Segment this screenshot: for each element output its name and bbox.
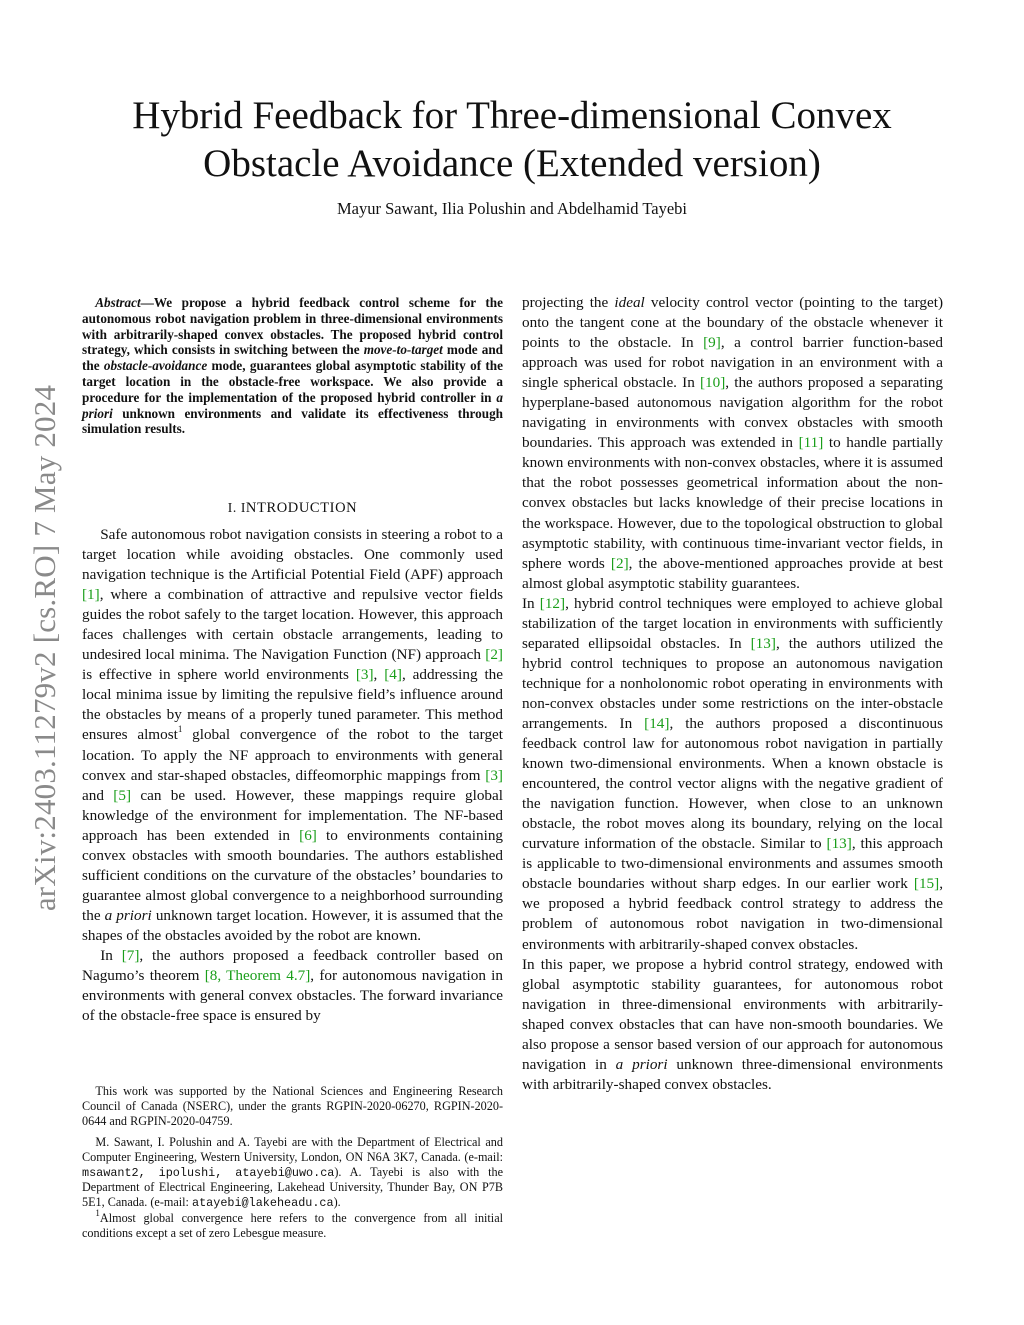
citation-link[interactable]: [10] xyxy=(699,374,726,392)
text-run: , where a combination of attractive and repulsive vector fields guides the robot safely to the target location. However, this approach faces challenges with certain obstacle arrangements, leading to undesired local minima. The Navigation Function (NF) approach xyxy=(82,586,503,664)
abstract xyxy=(82,295,503,437)
citation-link[interactable]: [4] xyxy=(384,666,402,684)
citation-link[interactable]: [13] xyxy=(826,835,852,853)
text-run: , a control barrier function-based approach was used for robot navigation in an environment with a single spherical obstacle. In xyxy=(522,334,943,392)
section-heading-introduction xyxy=(82,500,503,517)
citation-link[interactable]: [3] xyxy=(355,666,374,684)
footnotes xyxy=(82,1084,503,1241)
citation-link[interactable]: [9] xyxy=(703,334,721,352)
citation-link[interactable]: [2] xyxy=(485,646,503,664)
text-run: velocity control vector (pointing to the target) onto the tangent cone at the boundary of the obstacle whenever it points to the obstacle. In xyxy=(522,294,943,352)
author-list: Mayur Sawant, Ilia Polushin and Abdelhamid Tayebi xyxy=(336,199,688,218)
abstract-text: mode, guarantees global asymptotic stability of the target location in the obstacle-free workspace. We also provide a procedure for the implementation of the proposed hybrid controller in xyxy=(82,358,503,405)
text-run: ). A. Tayebi is also with the Department of Electrical Engineering, Lakehead University, Thunder Bay, ON P7B 5E1, Canada. (e-mail: xyxy=(82,1164,503,1210)
paragraph xyxy=(522,955,943,1095)
text-run: , the above-mentioned approaches provide at best almost global asymptotic stability guarantees. xyxy=(522,554,944,592)
section-title-initial: I xyxy=(240,500,246,515)
footnote-number: 1 xyxy=(95,1208,100,1219)
text-run: M. Sawant, I. Polushin and A. Tayebi are with the Department of Electrical and Computer Engineering, Western University, London, ON N6A 3K7, Canada. (e-mail: xyxy=(82,1134,503,1164)
text-run: In xyxy=(522,594,540,612)
abstract-emphasis: a priori xyxy=(82,389,503,421)
citation-link[interactable]: [5] xyxy=(113,786,132,804)
text-run: unknown three-dimensional environments with arbitrarily-shaped convex obstacles. xyxy=(522,1055,943,1093)
text-run: , for autonomous navigation in environments with general convex obstacles. The forward invariance of the obstacle-free space is ensured by xyxy=(82,967,503,1025)
text-run: to handle partially known environments with non-convex obstacles, where it is assumed that the robot possesses geometrical information about the non-convex obstacles but lacks knowledge of their precise locations in the workspace. However, due to the topological obstruction to global asymptotic stability, with continuous time-invariant vector fields, in sphere words xyxy=(522,434,943,572)
abstract-label: Abstract xyxy=(95,295,141,310)
text-run: global convergence of the robot to the target location. To apply the NF approach to environments with general convex and star-shaped obstacles, diffeomorphic mappings from xyxy=(82,726,503,784)
abstract-text: unknown environments and validate its effectiveness through simulation results. xyxy=(82,405,503,437)
citation-link[interactable]: [14] xyxy=(644,714,670,732)
paragraph xyxy=(82,525,503,946)
email-addresses: msawant2, ipolushi, atayebi@uwo.ca xyxy=(82,1165,335,1180)
citation-link[interactable]: [1] xyxy=(82,586,100,604)
arxiv-identifier-stamp xyxy=(20,348,70,948)
text-run: , the authors proposed a separating hyperplane-based autonomous navigation algorithm for the robot navigating in environments with convex obstacles with smooth boundaries. This approach was extended in xyxy=(522,374,943,452)
text-run: , the authors proposed a feedback controller based on Nagumo’s theorem xyxy=(82,946,503,985)
citation-link[interactable]: [12] xyxy=(539,594,566,612)
paragraph xyxy=(522,293,943,594)
text-run: unknown target location. However, it is assumed that the shapes of the obstacles avoided by the robot are known. xyxy=(82,906,504,944)
abstract-emphasis: obstacle-avoidance xyxy=(103,358,208,374)
text-run: , this approach is applicable to two-dimensional environments and assumes smooth obstacle boundaries without sharp edges. In our earlier work xyxy=(522,835,943,893)
title-line-1: Hybrid Feedback for Three-dimensional Convex xyxy=(132,94,892,137)
section-title: NTRODUCTION xyxy=(245,500,358,516)
abstract-dash: — xyxy=(140,295,154,310)
text-run: to environments containing convex obstacles with smooth boundaries. The authors established sufficient conditions on the curvature of the obstacles’ boundaries to guarantee almost global convergence to a neighborhood surrounding the xyxy=(82,826,504,924)
text-run: ideal xyxy=(614,294,645,311)
email-address: atayebi@lakeheadu.ca xyxy=(192,1196,334,1211)
text-run: a priori xyxy=(104,906,152,924)
citation-link[interactable]: [8, Theorem 4.7] xyxy=(204,967,311,985)
citation-link[interactable]: [11] xyxy=(798,434,824,452)
text-run: , hybrid control techniques were employed to achieve global stabilization of the target location in environments with sufficiently separated ellipsoidal obstacles. In xyxy=(522,594,943,652)
text-run: , addressing the local minima issue by limiting the repulsive field’s influence around the obstacles by means of a properly tuned parameter. This method ensures almost xyxy=(82,666,504,744)
text-run: In this paper, we propose a hybrid control strategy, endowed with global asymptotic stability guarantees, for autonomous robot navigation in three-dimensional environments with arbitrarily-shaped convex obstacles that can have non-smooth boundaries. We also propose a sensor based version of our approach for autonomous navigation in xyxy=(522,955,943,1073)
footnote-marker[interactable]: 1 xyxy=(177,724,183,735)
text-run: can be used. However, these mappings require global knowledge of the environment for implementation. The NF-based approach has been extended in xyxy=(82,786,503,844)
citation-link[interactable]: [3] xyxy=(485,766,503,784)
text-run: Safe autonomous robot navigation consists in steering a robot to a target location while avoiding obstacles. One commonly used navigation technique is the Artificial Potential Field (APF) approach xyxy=(82,526,503,584)
title-line-2: Obstacle Avoidance (Extended version) xyxy=(203,142,821,185)
text-run: is effective in sphere world environments xyxy=(82,666,356,684)
text-run: and xyxy=(82,786,114,804)
abstract-emphasis: move-to-target xyxy=(363,342,443,358)
citation-link[interactable]: [13] xyxy=(750,634,776,652)
citation-link[interactable]: [7] xyxy=(121,946,140,964)
text-run: , xyxy=(373,666,385,684)
text-run: , the authors utilized the hybrid control techniques to propose an autonomous navigation technique for a nonholonomic robot operating in environments with non-convex obstacles under some restrictions on the inter-obstacle arrangements. In xyxy=(522,634,943,732)
introduction-body xyxy=(82,525,503,1026)
abstract-text: mode and the xyxy=(82,342,504,374)
citation-link[interactable]: [15] xyxy=(913,875,940,893)
text-run: , the authors proposed a discontinuous feedback control law for autonomous robot navigation in partially known two-dimensional environments. When a known obstacle is encountered, the control vector aligns with the negative gradient of the navigation function. However, when close to an unknown obstacle, the robot moves along its boundary, relying on the local curvature information of the obstacle. Similar to xyxy=(522,714,943,853)
text-run: projecting the xyxy=(522,294,615,311)
paragraph xyxy=(522,594,943,955)
text-run: Almost global convergence here refers to the convergence from all initial conditions except a set of zero Lebesgue measure. xyxy=(82,1211,503,1241)
paper-title xyxy=(90,92,934,188)
citation-link[interactable]: [2] xyxy=(610,554,629,572)
paragraph xyxy=(82,946,503,1026)
arxiv-identifier: arXiv:2403.11279v2 [cs.RO] 7 May 2024 xyxy=(27,384,62,912)
citation-link[interactable]: [6] xyxy=(299,826,317,844)
text-run: , we proposed a hybrid feedback control strategy to address the problem of autonomous robot navigation in two-dimensional environments with arbitrarily-shaped convex obstacles. xyxy=(522,875,943,953)
abstract-text: We propose a hybrid feedback control scheme for the autonomous robot navigation problem in three-dimensional environments with arbitrarily-shaped convex obstacles. The proposed hybrid control strategy, which consists in switching between the xyxy=(82,295,503,358)
funding-note: This work was supported by the National Sciences and Engineering Research Council of Canada (NSERC), under the grants RGPIN-2020-06270, RGPIN-2020-0644 and RGPIN-2020-04759. xyxy=(82,1084,503,1128)
affiliation-note xyxy=(82,1135,503,1212)
text-run: In xyxy=(100,946,122,964)
text-run: ). xyxy=(333,1195,341,1210)
footnote xyxy=(82,1208,503,1241)
section-number: I. xyxy=(227,500,237,515)
text-run: a priori xyxy=(615,1055,668,1073)
right-column-body xyxy=(522,293,943,1095)
